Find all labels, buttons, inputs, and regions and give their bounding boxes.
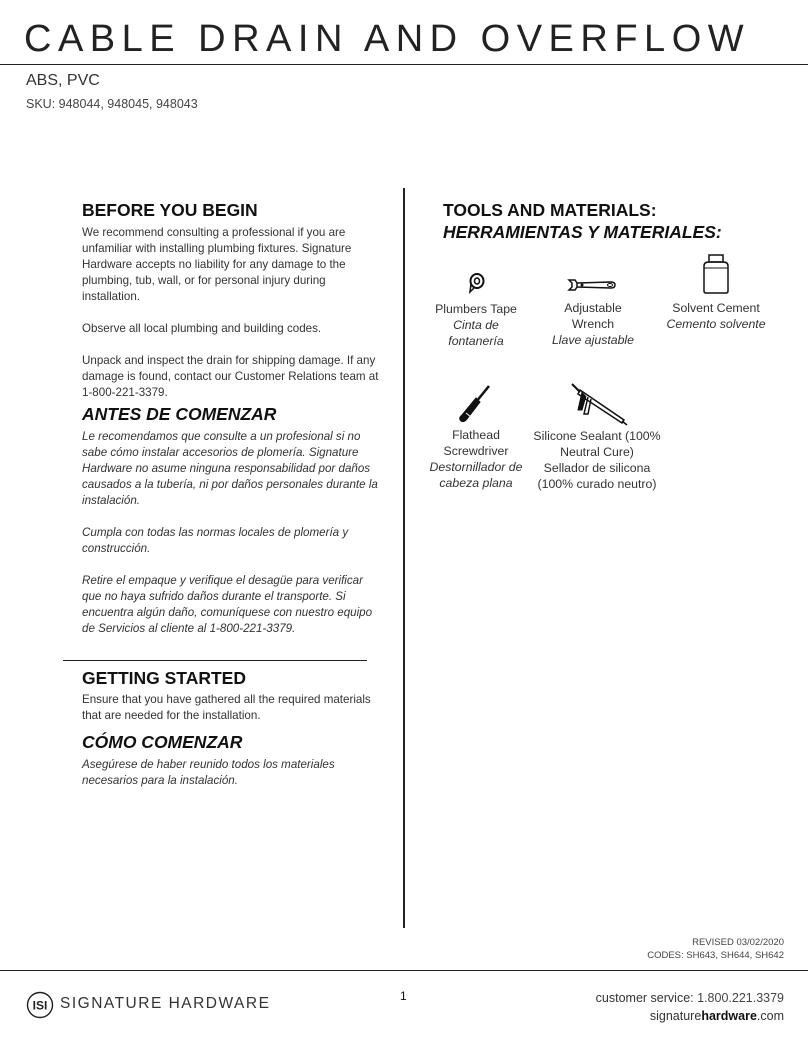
signature-hardware-logo-icon xyxy=(26,991,54,1019)
revised-date: REVISED 03/02/2020 xyxy=(692,937,784,948)
footer-divider xyxy=(0,970,808,971)
antes-paragraph-2: Cumpla con todas las normas locales de plomería y construcción. xyxy=(82,526,349,555)
getting-started-heading: GETTING STARTED xyxy=(82,668,246,688)
tool-adjustable-wrench: Adjustable Wrench Llave ajustable xyxy=(551,301,635,347)
antes-paragraph-1: Le recomendamos que consulte a un profesional si no sabe cómo instalar accesorios de plomería. Signature Hardware no asume ninguna responsabilidad por daños causados a la tubería, ni por daños personales durante la instalación. xyxy=(82,430,378,507)
before-paragraph-3: Unpack and inspect the drain for shipping damage. If any damage is found, contact our Customer Relations team at 1-800-221-3379. xyxy=(82,354,379,399)
website-link[interactable]: signaturehardware.com xyxy=(649,1009,784,1023)
svg-text:ISI: ISI xyxy=(32,998,48,1013)
customer-service-phone[interactable]: 1.800.221.3379 xyxy=(697,991,784,1005)
customer-service-label: customer service: xyxy=(595,991,694,1005)
screwdriver-icon xyxy=(458,384,492,424)
antes-de-comenzar-section xyxy=(82,404,382,637)
tools-heading-es: HERRAMIENTAS Y MATERIALES: xyxy=(443,222,722,242)
getting-started-text: Ensure that you have gathered all the required materials that are needed for the installation. xyxy=(82,693,371,722)
caulk-gun-icon xyxy=(570,380,628,426)
before-you-begin-section xyxy=(82,200,382,401)
tools-heading-en: TOOLS AND MATERIALS: xyxy=(443,200,657,220)
tools-section-heading xyxy=(443,200,722,243)
customer-service-line xyxy=(596,989,784,1007)
before-paragraph-1: We recommend consulting a professional if you are unfamiliar with installing plumbing fixtures. Signature Hardware accepts no liability for any damage to the plumbing, tub, wall, or for personal injury during installation. xyxy=(82,226,352,303)
brand-name: SIGNATURE HARDWARE xyxy=(60,995,271,1012)
solvent-cement-icon xyxy=(703,254,729,294)
section-divider xyxy=(63,660,367,661)
customer-service-block xyxy=(596,989,784,1025)
tape-icon xyxy=(468,272,486,294)
tool-silicone-sealant: Silicone Sealant (100% Neutral Cure) Sellador de silicona (100% curado neutro) xyxy=(533,429,661,491)
document-title: CABLE DRAIN AND OVERFLOW xyxy=(24,18,751,60)
antes-de-comenzar-heading: ANTES DE COMENZAR xyxy=(82,404,277,424)
before-you-begin-heading: BEFORE YOU BEGIN xyxy=(82,200,258,220)
como-comenzar-text: Asegúrese de haber reunido todos los materiales necesarios para la instalación. xyxy=(82,758,335,787)
getting-started-section xyxy=(82,668,372,724)
header-divider xyxy=(0,64,808,65)
page-number: 1 xyxy=(400,989,407,1003)
materials-line: ABS, PVC xyxy=(26,72,100,89)
como-comenzar-section xyxy=(82,732,372,789)
product-codes: CODES: SH643, SH644, SH642 xyxy=(647,950,784,961)
antes-paragraph-3: Retire el empaque y verifique el desagüe para verificar que no haya sufrido daños durante el transporte. Si encuentra algún daño, comuníquese con nuestro equipo de Servicios al cliente al 1-800-221-3379. xyxy=(82,574,373,635)
tool-solvent-cement: Solvent Cement Cemento solvente xyxy=(666,301,766,331)
tool-plumbers-tape: Plumbers Tape Cinta de fontanería xyxy=(435,302,517,348)
wrench-icon xyxy=(567,276,617,294)
como-comenzar-heading: CÓMO COMENZAR xyxy=(82,732,243,752)
tool-flathead-screwdriver: Flathead Screwdriver Destornillador de cabeza plana xyxy=(429,428,523,490)
column-divider xyxy=(403,188,405,928)
before-paragraph-2: Observe all local plumbing and building codes. xyxy=(82,322,322,335)
sku-line: SKU: 948044, 948045, 948043 xyxy=(26,97,198,111)
